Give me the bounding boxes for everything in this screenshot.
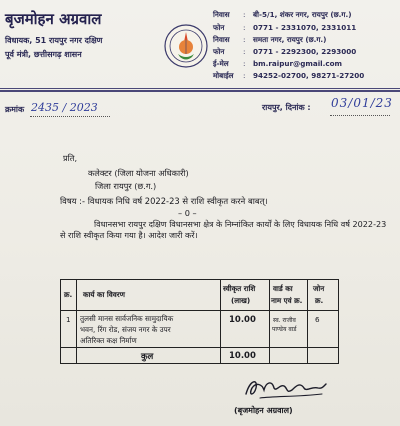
contact-email <box>213 59 342 69</box>
row-work-line-1: तुलसी मानस सार्वजनिक सामुदायिक <box>80 314 174 323</box>
header-amount-unit: (लाख) <box>231 296 251 305</box>
header-zone: जोन <box>313 284 325 293</box>
total-amount: 10.00 <box>229 351 256 361</box>
works-table <box>60 279 339 364</box>
party-emblem-icon <box>164 24 208 68</box>
contact-label: ई-मेल <box>213 59 229 68</box>
header-ward: वार्ड का <box>273 284 293 293</box>
separator-mark: – 0 – <box>178 208 197 218</box>
handwritten-signature <box>242 372 328 402</box>
place-date-label: रायपुर, दिनांक : <box>262 103 311 112</box>
table-column-divider <box>307 280 308 363</box>
contact-value: 0771 - 2292300, 2293000 <box>253 47 357 56</box>
contact-label: निवास <box>213 35 230 44</box>
sender-former-post: पूर्व मंत्री, छत्तीसगढ़ शासन <box>5 50 82 59</box>
row-work-line-3: अतिरिक्त कक्ष निर्माण <box>80 336 137 345</box>
paragraph-lead: विधानसभा रायपुर दक्षिण <box>94 219 167 229</box>
contact-value: bm.raipur@gmail.com <box>253 59 343 68</box>
header-zone-line-2: क्र. <box>315 296 324 305</box>
contact-value: समता नगर, रायपुर (छ.ग.) <box>253 35 327 44</box>
addressee-line-1: कलेक्टर (जिला योजना अधिकारी) <box>88 168 189 178</box>
sender-designation: विधायक, 51 रायपुर नगर दक्षिण <box>5 36 103 45</box>
contact-phone-2 <box>213 47 356 57</box>
header-work-description: कार्य का विवरण <box>83 290 125 299</box>
contact-label: फोन <box>213 47 225 56</box>
header-serial: क्र. <box>64 290 73 299</box>
contact-residence-2 <box>213 35 326 45</box>
header-rule <box>0 88 400 89</box>
table-column-divider <box>76 280 77 363</box>
contact-value: 94252-02700, 98271-27200 <box>253 71 365 80</box>
contact-residence-1 <box>213 10 351 20</box>
sender-name: बृजमोहन अग्रवाल <box>5 10 102 28</box>
salutation-prati: प्रति, <box>63 153 78 163</box>
contact-separator: : <box>243 71 246 80</box>
header-ward-line-2: नाम एवं क्र. <box>271 296 303 305</box>
table-column-divider <box>269 280 270 363</box>
contact-separator: : <box>243 35 246 44</box>
contact-value: 0771 - 2331070, 2331011 <box>253 23 357 32</box>
signatory-name: (बृजमोहन अग्रवाल) <box>234 406 293 415</box>
header-amount: स्वीकृत राशि <box>223 284 256 293</box>
contact-value: बी-5/1, शंकर नगर, रायपुर (छ.ग.) <box>253 10 352 19</box>
contact-label: मोबाईल <box>213 71 234 80</box>
reference-dotted-line <box>30 116 110 117</box>
contact-separator: : <box>243 23 246 32</box>
contact-mobile <box>213 71 364 81</box>
table-total-divider <box>61 347 338 348</box>
reference-label: क्रमांक <box>5 105 25 114</box>
row-ward-line-2: पाण्डेय वार्ड <box>272 326 297 333</box>
reference-number: 2435 / 2023 <box>31 101 98 114</box>
table-header-divider <box>61 310 338 311</box>
table-column-divider <box>220 280 221 363</box>
contact-separator: : <box>243 59 246 68</box>
letter-date: 03/01/23 <box>331 96 393 110</box>
body-paragraph <box>60 219 390 241</box>
date-dotted-line <box>330 115 390 116</box>
row-work-line-2: भवन, रिंग रोड, संजय नगर के उपर <box>80 325 171 334</box>
header-rule-double <box>0 90 400 92</box>
total-label: कुल <box>141 352 154 362</box>
contact-separator: : <box>243 10 246 19</box>
contact-phone-1 <box>213 23 356 33</box>
contact-label: निवास <box>213 10 230 19</box>
paragraph-text: विधानसभा क्षेत्र के निम्नांकित कार्यों के लिए विधायक निधि वर्ष 2022-23 से राशि स्वीकृत किया गया है। आदेश जारी करें। <box>60 219 387 240</box>
contact-separator: : <box>243 47 246 56</box>
row-serial: 1 <box>66 315 71 324</box>
addressee-line-2: जिला रायपुर (छ.ग.) <box>95 181 157 191</box>
contact-label: फोन <box>213 23 225 32</box>
row-zone: 6 <box>315 315 320 324</box>
subject-line: विषय :- विधायक निधि वर्ष 2022-23 से राशि स्वीकृत करने बाबत्। <box>60 196 268 206</box>
row-ward-line-1: स्व. राजीव <box>273 317 296 324</box>
row-amount: 10.00 <box>229 315 256 325</box>
